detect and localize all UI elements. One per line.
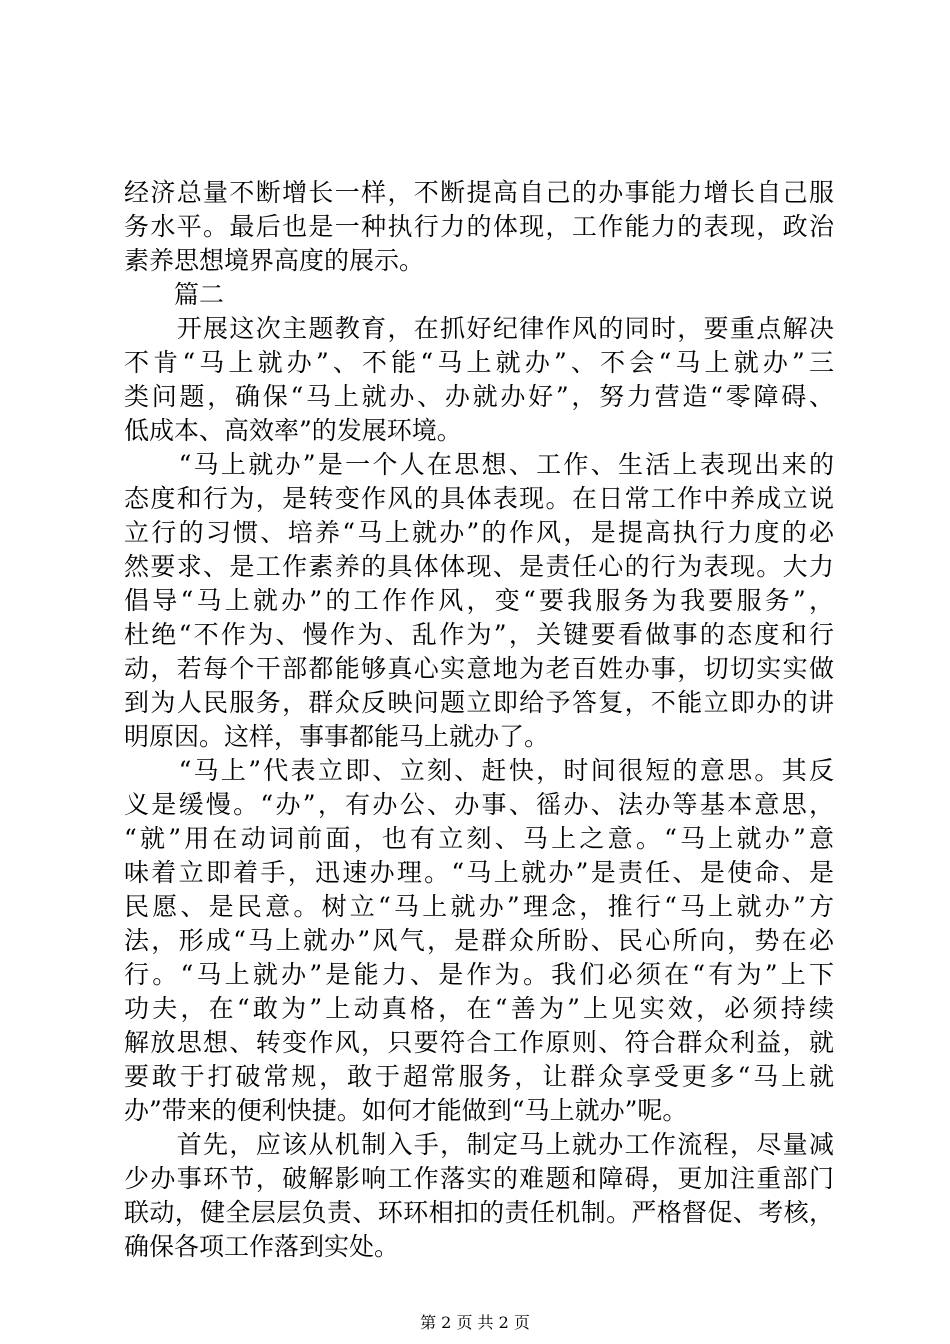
text-line: 首先，应该从机制入手，制定马上就办工作流程，尽量减 bbox=[124, 1130, 834, 1159]
text-line: 明原因。这样，事事都能马上就办了。 bbox=[124, 722, 550, 751]
text-line: 类问题，确保“马上就办、办就办好”，努力营造“零障碍、 bbox=[124, 382, 834, 411]
page-footer: 第 2 页 共 2 页 bbox=[420, 1313, 530, 1332]
text-line: “就”用在动词前面，也有立刻、马上之意。“马上就办”意 bbox=[124, 824, 834, 853]
text-line: 少办事环节，破解影响工作落实的难题和障碍，更加注重部门 bbox=[124, 1164, 834, 1193]
text-line: 法，形成“马上就办”风气，是群众所盼、民心所向，势在必 bbox=[124, 926, 834, 955]
text-line: 立行的习惯、培养“马上就办”的作风，是提高执行力度的必 bbox=[124, 518, 834, 547]
text-line: 功夫，在“敢为”上动真格，在“善为”上见实效，必须持续 bbox=[124, 994, 834, 1023]
text-line: 到为人民服务，群众反映问题立即给予答复，不能立即办的讲 bbox=[124, 688, 834, 717]
text-line: “马上”代表立即、立刻、赶快，时间很短的意思。其反 bbox=[124, 756, 834, 785]
text-line: 义是缓慢。“办”，有办公、办事、徭办、法办等基本意思， bbox=[124, 790, 834, 819]
text-line: 行。“马上就办”是能力、是作为。我们必须在“有为”上下 bbox=[124, 960, 834, 989]
text-line: 务水平。最后也是一种执行力的体现，工作能力的表现，政治 bbox=[124, 212, 834, 241]
text-line: 开展这次主题教育，在抓好纪律作风的同时，要重点解决 bbox=[124, 314, 834, 343]
section-heading: 篇二 bbox=[124, 280, 225, 309]
text-line: 态度和行为，是转变作风的具体表现。在日常工作中养成立说 bbox=[124, 484, 834, 513]
text-line: 解放思想、转变作风，只要符合工作原则、符合群众利益，就 bbox=[124, 1028, 834, 1057]
text-line: 低成本、高效率”的发展环境。 bbox=[124, 416, 462, 445]
text-line: 然要求、是工作素养的具体体现、是责任心的行为表现。大力 bbox=[124, 552, 834, 581]
text-line: 味着立即着手，迅速办理。“马上就办”是责任、是使命、是 bbox=[124, 858, 834, 887]
text-line: 动，若每个干部都能够真心实意地为老百姓办事，切切实实做 bbox=[124, 654, 834, 683]
text-line: 经济总量不断增长一样，不断提高自己的办事能力增长自己服 bbox=[124, 178, 834, 207]
text-line: “马上就办”是一个人在思想、工作、生活上表现出来的 bbox=[124, 450, 834, 479]
text-line: 不肯“马上就办”、不能“马上就办”、不会“马上就办”三 bbox=[124, 348, 834, 377]
text-line: 素养思想境界高度的展示。 bbox=[124, 246, 425, 275]
text-line: 要敢于打破常规，敢于超常服务，让群众享受更多“马上就 bbox=[124, 1062, 834, 1091]
text-line: 确保各项工作落到实处。 bbox=[124, 1232, 400, 1261]
text-line: 民愿、是民意。树立“马上就办”理念，推行“马上就办”方 bbox=[124, 892, 834, 921]
text-line: 倡导“马上就办”的工作作风，变“要我服务为我要服务”， bbox=[124, 586, 834, 615]
text-line: 办”带来的便利快捷。如何才能做到“马上就办”呢。 bbox=[124, 1096, 688, 1125]
text-line: 联动，健全层层负责、环环相扣的责任机制。严格督促、考核， bbox=[124, 1198, 834, 1227]
text-line: 杜绝“不作为、慢作为、乱作为”，关键要看做事的态度和行 bbox=[124, 620, 834, 649]
